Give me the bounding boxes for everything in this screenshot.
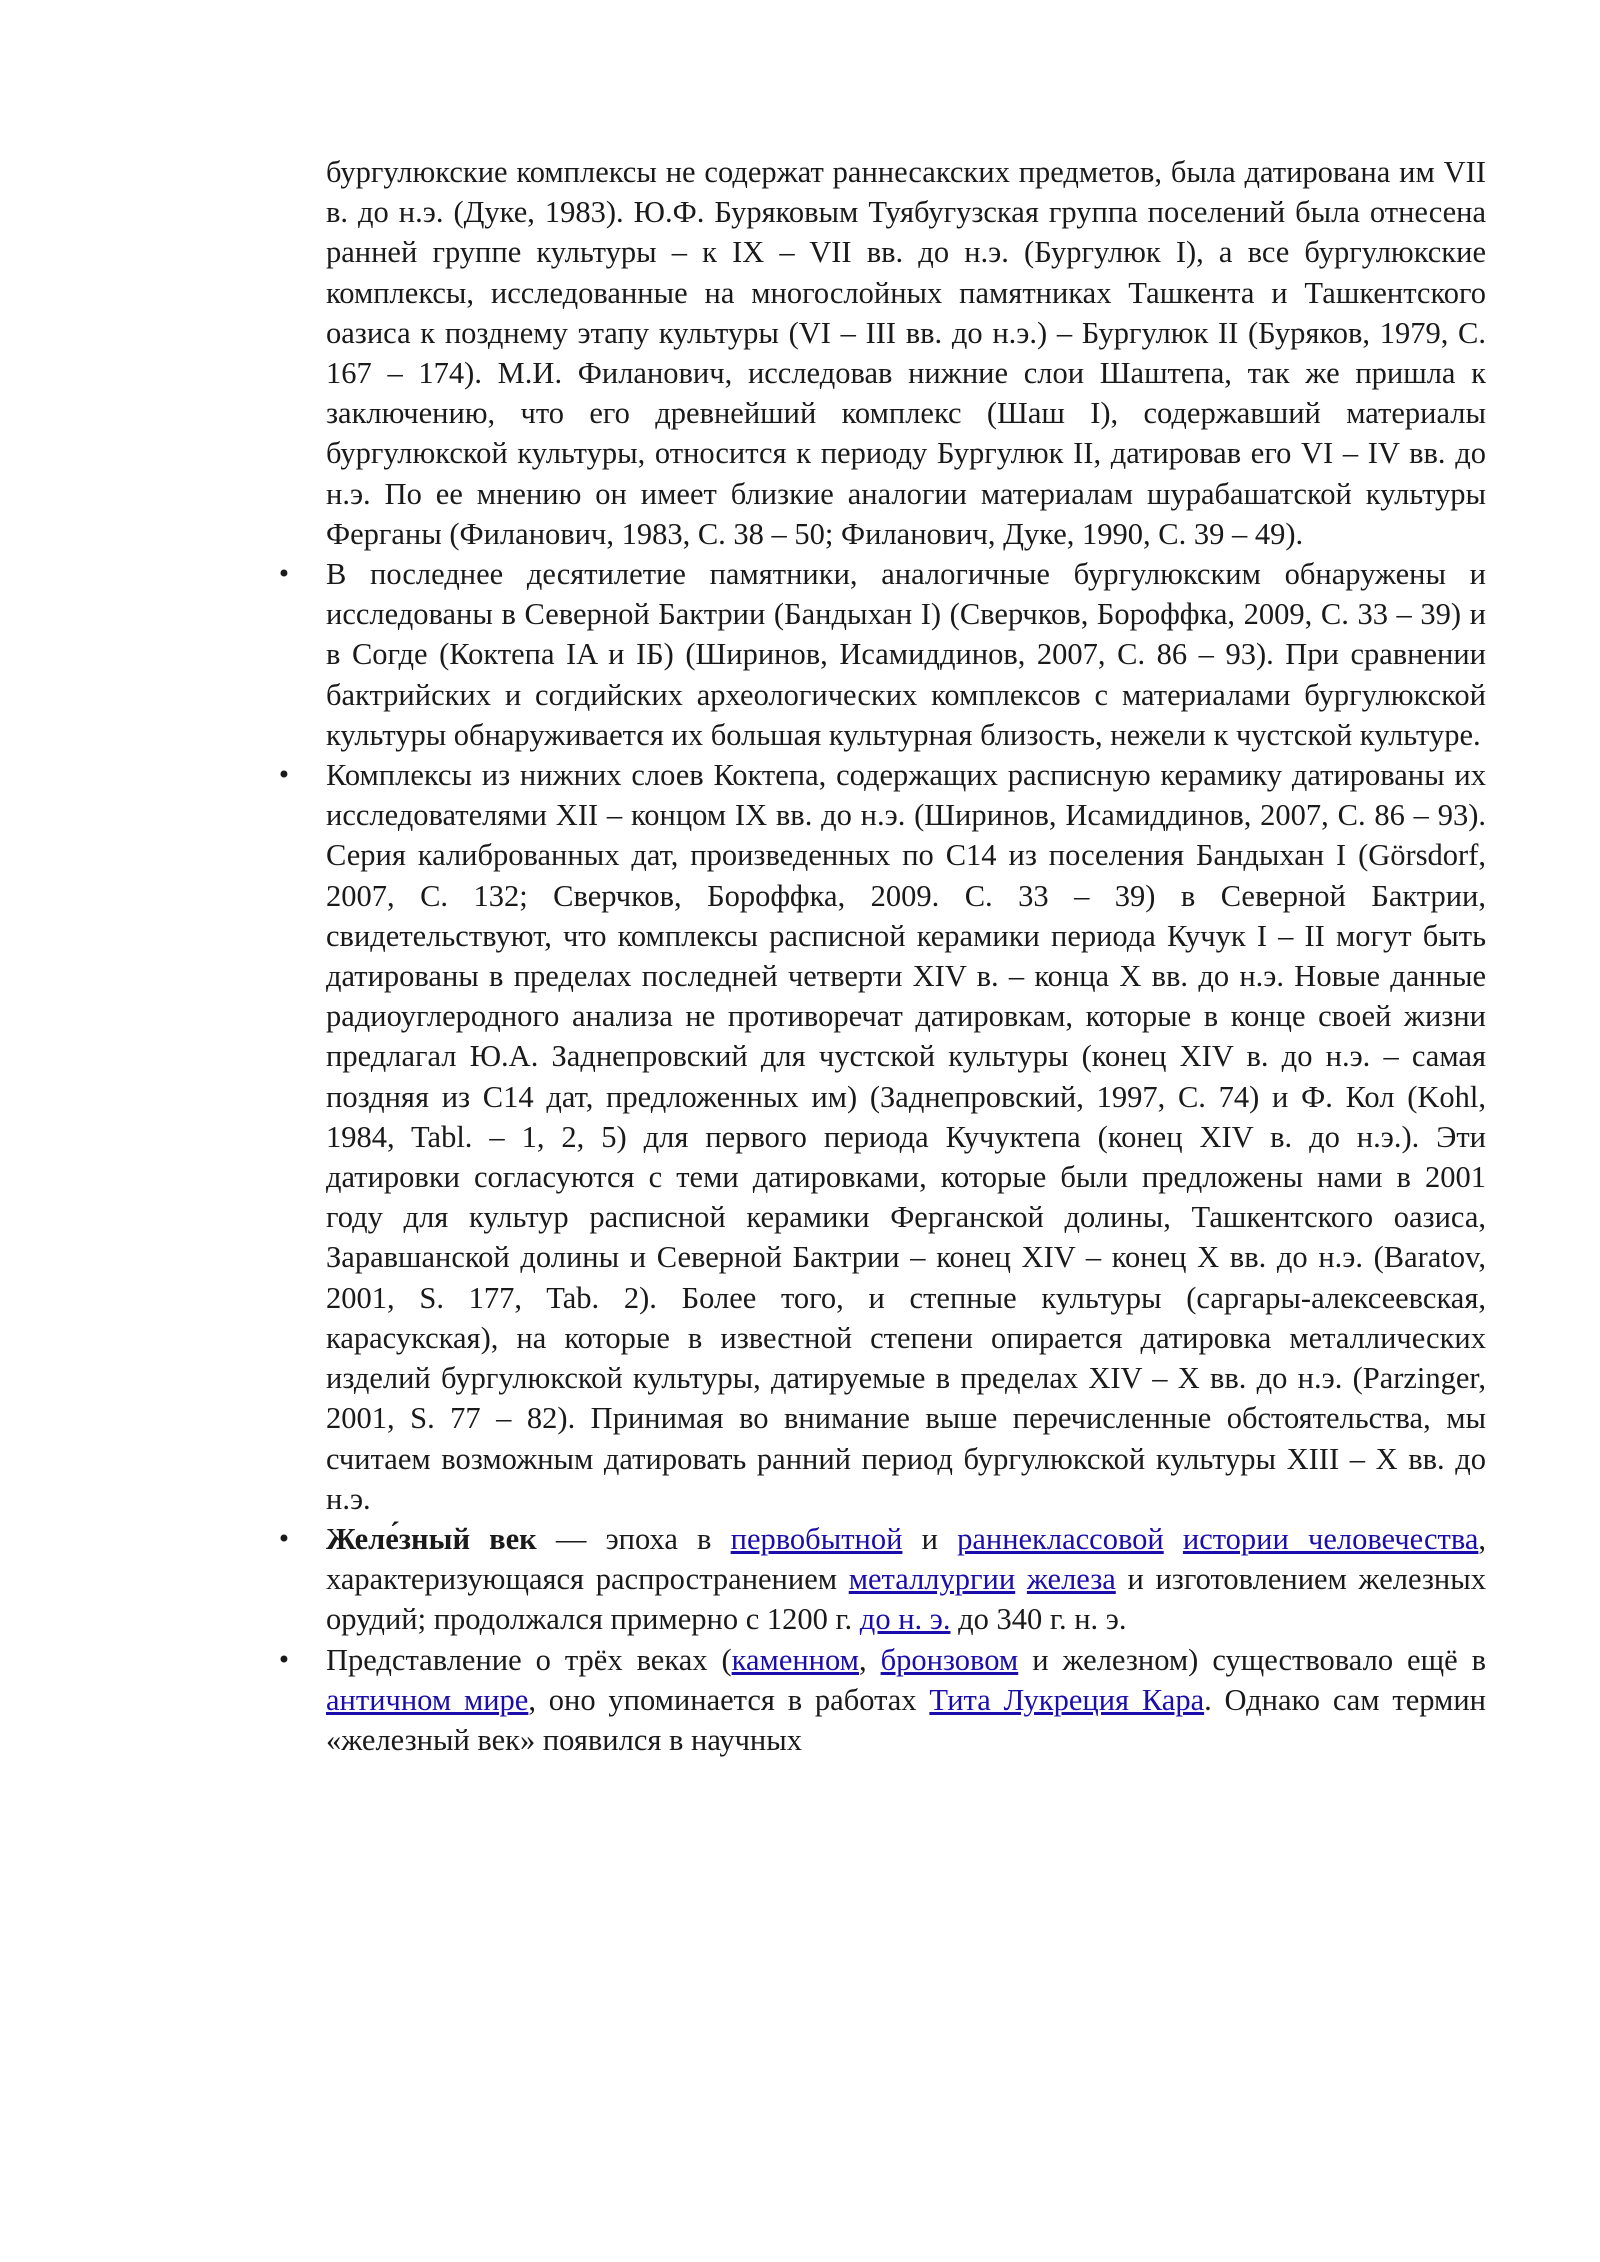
text-segment: до 340 г. н. э. [950,1602,1127,1637]
text-segment: — эпоха в [536,1521,731,1556]
bullet-list [276,554,1486,1760]
link-history[interactable]: истории человечества [1182,1521,1479,1556]
link-early-class[interactable]: раннеклассовой [957,1521,1164,1556]
bullet-icon: • [276,761,292,790]
term-iron-age: Желе́зный век [326,1521,537,1556]
bullet-1-text: В последнее десятилетие памятники, аналогичные бургулюкским обнаружены и исследованы в Северной Бактрии (Бандыхан I) (Сверчков, Бороффка, 2009, С. 33 – 39) и в Согде (Коктепа IA и IБ) (Ширинов, Исамиддинов, 2007, С. 86 – 93). При сравнении бактрийских и согдийских археологических комплексов с материалами бургулюкской культуры обнаруживается их большая культурная близость, нежели к чустской культуре. [326,557,1486,752]
document-body [276,152,1486,1760]
text-segment: Представление о трёх веках ( [326,1642,732,1677]
link-primitive[interactable]: первобытной [730,1521,903,1556]
bullet-icon: • [276,1524,292,1553]
link-lucretius[interactable]: Тита Лукреция Кара [929,1682,1205,1717]
list-item [276,1519,1486,1640]
link-metallurgy[interactable]: металлургии [848,1562,1016,1597]
text-segment: , [858,1642,881,1677]
link-bc[interactable]: до н. э. [859,1602,951,1637]
list-item [276,1640,1486,1761]
bullet-2-text: Комплексы из нижних слоев Коктепа, содержащих расписную керамику датированы их исследователями XII – концом IX вв. до н.э. (Ширинов, Исамиддинов, 2007, С. 86 – 93). Серия калиброванных дат, произведенных по С14 из поселения Бандыхан I (Görsdorf, 2007, C. 132; Сверчков, Бороффка, 2009. С. 33 – 39) в Северной Бактрии, свидетельствуют, что комплексы расписной керамики периода Кучук I – II могут быть датированы в пределах последней четверти XIV в. – конца X вв. до н.э. Новые данные радиоуглеродного анализа не противоречат датировкам, которые в конце своей жизни предлагал Ю.А. Заднепровский для чустской культуры (конец XIV в. до н.э. – самая поздняя из С14 дат, предложенных им) (Заднепровский, 1997, С. 74) и Ф. Кол (Kohl, 1984, Tabl. – 1, 2, 5) для первого периода Кучуктепа (конец XIV в. до н.э.). Эти датировки согласуются с теми датировками, которые были предложены нами в 2001 году для культур расписной керамики Ферганской долины, Ташкентского оазиса, Заравшанской долины и Северной Бактрии – конец XIV – конец X вв. до н.э. (Baratov, 2001, S. 177, Tab. 2). Более того, и степные культуры (саргары-алексеевская, карасукская), на которые в известной степени опирается датировка металлических изделий бургулюкской культуры, датируемые в пределах XIV – X вв. до н.э. (Parzinger, 2001, S. 77 – 82). Принимая во внимание выше перечисленные обстоятельства, мы считаем возможным датировать ранний период бургулюкской культуры XIII – X вв. до н.э. [326,758,1486,1516]
bullet-icon: • [276,1645,292,1674]
text-segment: и изготовлением железных орудий; продолжался примерно с 1200 г. [326,1562,1486,1637]
text-segment [1015,1562,1027,1596]
text-segment: и [902,1521,958,1556]
text-segment: . Однако сам термин «железный век» появился в научных [326,1682,1486,1757]
link-bronze-age[interactable]: бронзовом [880,1642,1019,1677]
link-antique-world[interactable]: античном мире [326,1682,529,1717]
text-segment [1164,1522,1183,1556]
link-iron[interactable]: железа [1026,1562,1116,1597]
text-segment: , оно упоминается в работах [528,1682,930,1717]
text-segment: , характеризующаяся распространением [326,1521,1486,1597]
list-item [276,755,1486,1519]
list-item [276,554,1486,755]
bullet-icon: • [276,560,292,589]
text-segment: и железном) существовало ещё в [1018,1642,1486,1677]
link-stone-age[interactable]: каменном [731,1642,859,1677]
paragraph-intro: бургулюкские комплексы не содержат раннесакских предметов, была датирована им VII в. до н.э. (Дуке, 1983). Ю.Ф. Буряковым Туябугузская группа поселений была отнесена ранней группе культуры – к IX – VII вв. до н.э. (Бургулюк I), а все бургулюкские комплексы, исследованные на многослойных памятниках Ташкента и Ташкентского оазиса к позднему этапу культуры (VI – III вв. до н.э.) – Бургулюк II (Буряков, 1979, С. 167 – 174). М.И. Филанович, исследовав нижние слои Шаштепа, так же пришла к заключению, что его древнейший комплекс (Шаш I), содержавший материалы бургулюкской культуры, относится к периоду Бургулюк II, датировав его VI – IV вв. до н.э. По ее мнению он имеет близкие аналогии материалам шурабашатской культуры Ферганы (Филанович, 1983, С. 38 – 50; Филанович, Дуке, 1990, С. 39 – 49). [326,155,1486,551]
